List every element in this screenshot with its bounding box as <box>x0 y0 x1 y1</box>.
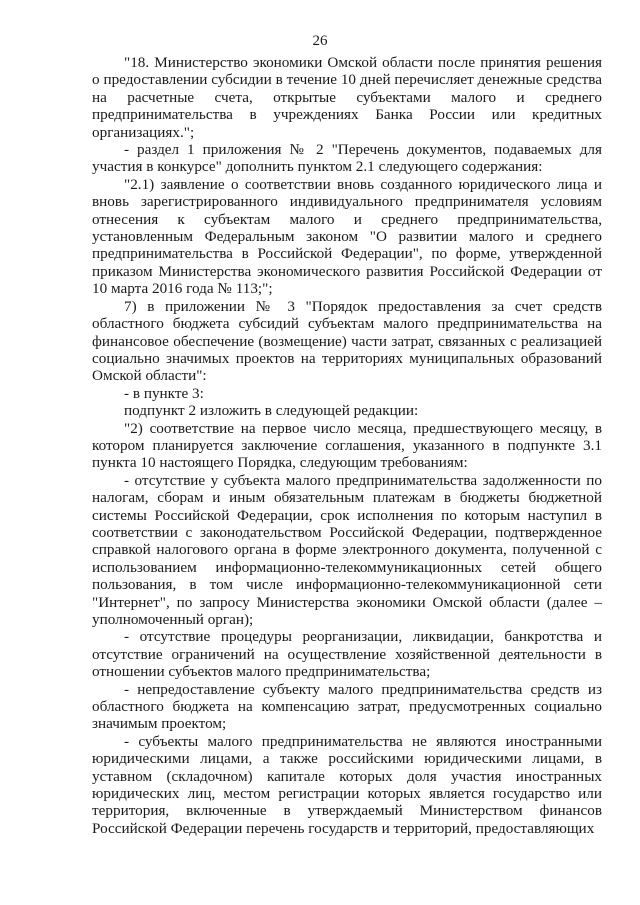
paragraph-subpoint-2: "2) соответствие на первое число месяца, предшествующего месяцу, в котором планируется заключение соглашения, указанного в подпункте 3.1 пункта 10 настоящего Порядка, следующим требованиям: <box>92 419 602 472</box>
document-body <box>92 54 602 837</box>
paragraph-section-1-amendment: - раздел 1 приложения № 2 "Перечень документов, подаваемых для участия в конкурсе" дополнить пунктом 2.1 следующего содержания: <box>92 141 602 176</box>
paragraph-requirement-tax-debt: - отсутствие у субъекта малого предпринимательства задолженности по налогам, сборам и иным обязательным платежам в бюджеты бюджетной системы Российской Федерации, срок исполнения по которым наступил в соответствии с законодательством Российской Федерации, подтвержденное справкой налогового органа в форме электронного документа, полученной с использованием информационно-телекоммуникационных сетей общего пользования, в том числе информационно-телекоммуникационной сети "Интернет", по запросу Министерства экономики Омской области (далее – уполномоченный орган); <box>92 471 602 628</box>
paragraph-item-7: 7) в приложении № 3 "Порядок предоставления за счет средств областного бюджета субсидий субъектам малого предпринимательства на финансовое обеспечение (возмещение) части затрат, связанных с реализацией социально значимых проектов на территориях муниципальных образований Омской области": <box>92 297 602 385</box>
paragraph-requirement-no-funding: - непредоставление субъекту малого предпринимательства средств из областного бюджета на компенсацию затрат, предусмотренных социально значимым проектом; <box>92 680 602 733</box>
paragraph-requirement-foreign-entities: - субъекты малого предпринимательства не являются иностранными юридическими лицами, а также российскими юридическими лицами, в уставном (складочном) капитале которых доля участия иностранных юридических лиц, местом регистрации которых является государство или территория, включенные в утверждаемый Министерством финансов Российской Федерации перечень государств и территорий, предоставляющих <box>92 732 602 837</box>
paragraph-point-3: - в пункте 3: <box>124 384 204 402</box>
paragraph-subpoint-2-intro: подпункт 2 изложить в следующей редакции: <box>124 402 419 420</box>
page-number: 26 <box>312 33 328 49</box>
paragraph-item-2-1: "2.1) заявление о соответствии вновь созданного юридического лица и вновь зарегистрированного индивидуального предпринимателя условиям отнесения к субъектам малого и среднего предпринимательства, установленным Федеральным законом "О развитии малого и среднего предпринимательства в Российской Федерации", по форме, утвержденной приказом Министерства экономического развития Российской Федерации от 10 марта 2016 года № 113;"; <box>92 175 602 298</box>
paragraph-item-18: "18. Министерство экономики Омской области после принятия решения о предоставлении субсидии в течение 10 дней перечисляет денежные средства на расчетные счета, открытые субъектами малого и среднего предпринимательства в учреждениях Банка России или кредитных организациях."; <box>92 54 602 141</box>
paragraph-requirement-reorganization: - отсутствие процедуры реорганизации, ликвидации, банкротства и отсутствие ограничений на осуществление хозяйственной деятельности в отношении субъектов малого предпринимательства; <box>92 628 602 681</box>
